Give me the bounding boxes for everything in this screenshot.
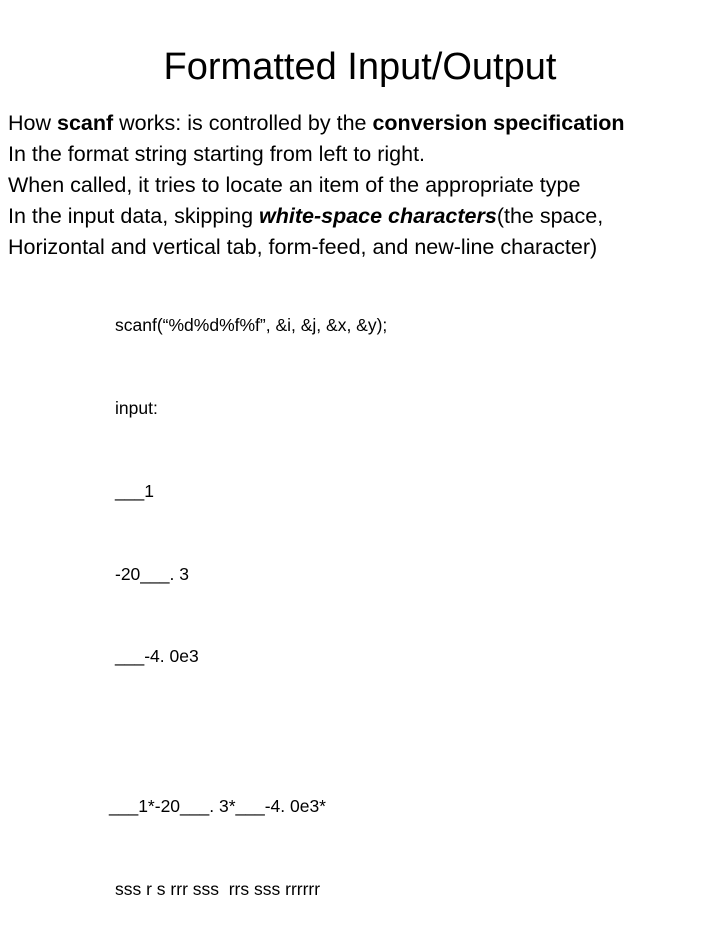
- spacer: [115, 726, 387, 738]
- token-classification-line: sss r s rrr sss rrs sss rrrrrr: [115, 879, 321, 900]
- body-line-3-text: When called, it tries to locate an item of the appropriate type: [8, 173, 581, 197]
- body-line-2: [8, 139, 720, 170]
- body-line-1: [8, 108, 720, 139]
- combined-input-line: ___1*-20___. 3*___-4. 0e3*: [109, 796, 326, 817]
- scanf-example: [109, 257, 388, 931]
- body-line-2-text: In the format string starting from left to right.: [8, 142, 426, 166]
- body-line-4-part-1: In the input data, skipping: [8, 204, 260, 228]
- body-line-3: [8, 170, 720, 201]
- conversion-specification-term: conversion specification: [372, 111, 625, 135]
- input-line-1: ___1: [115, 480, 154, 501]
- body-line-4: [8, 201, 720, 232]
- slide-title: Formatted Input/Output: [163, 46, 557, 88]
- input-label: input:: [115, 397, 158, 418]
- input-line-2: -20___. 3: [115, 563, 189, 584]
- scanf-call-line: scanf(“%d%d%f%f”, &i, &j, &x, &y);: [115, 315, 388, 336]
- body-line-4-part-3: (the space,: [496, 204, 604, 228]
- input-line-3: ___-4. 0e3: [115, 646, 199, 667]
- body-line-1-part-1: How: [8, 111, 57, 135]
- body-text: [8, 108, 720, 263]
- body-line-5-text: Horizontal and vertical tab, form-feed, and new-line character): [8, 235, 598, 259]
- scanf-keyword: scanf: [56, 111, 114, 135]
- body-line-1-part-3: works: is controlled by the: [113, 111, 373, 135]
- white-space-characters-term: white-space characters: [259, 204, 497, 228]
